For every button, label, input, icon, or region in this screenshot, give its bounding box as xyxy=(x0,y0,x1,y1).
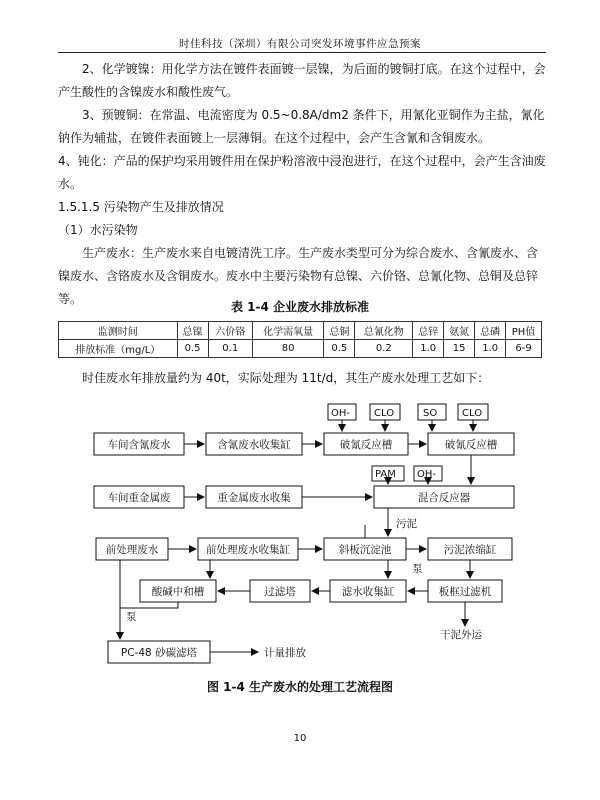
table-header-cell: PH值 xyxy=(506,322,542,340)
table-cell: 1.0 xyxy=(475,340,506,358)
box-label: 车间重金属废 xyxy=(107,492,171,504)
table-cell: 0.2 xyxy=(355,340,413,358)
reagent-label: PAM xyxy=(375,469,396,480)
box-label: 斜板沉淀池 xyxy=(338,544,392,556)
box-label: 板框过滤机 xyxy=(438,586,492,598)
table-header-cell: 监测时间 xyxy=(59,322,178,340)
table-cell: 1.0 xyxy=(413,340,444,358)
paragraph-volume: 时佳废水年排放量约为 40t，实际处理为 11t/d，其生产废水处理工艺如下： xyxy=(82,371,490,385)
box-label: 污泥浓缩缸 xyxy=(443,544,497,556)
table-cell: 0.1 xyxy=(208,340,252,358)
table-header-cell: 总氰化物 xyxy=(355,322,413,340)
flow-connector xyxy=(120,602,178,608)
table-cell: 0.5 xyxy=(177,340,208,358)
dry-mud-label: 干泥外运 xyxy=(440,629,482,641)
box-label: 含氰废水收集缸 xyxy=(217,439,291,451)
pump-label: 泵 xyxy=(412,563,423,575)
box-label: 破氰反应槽 xyxy=(339,439,393,451)
table-cell: 6-9 xyxy=(506,340,542,358)
box-label: 重金属废水收集 xyxy=(217,492,291,504)
page-number: 10 xyxy=(293,733,307,744)
box-label: 酸碱中和槽 xyxy=(151,586,205,598)
page-header: 时佳科技（深圳）有限公司突发环境事件应急预案 xyxy=(179,38,421,50)
table-header-cell: 总镍 xyxy=(177,322,208,340)
box-label: PC-48 砂碳滤塔 xyxy=(120,647,198,659)
reagent-label: OH- xyxy=(417,469,436,480)
figure-title: 图 1-4 生产废水的处理工艺流程图 xyxy=(206,680,394,694)
sludge-label: 污泥 xyxy=(396,518,417,530)
table-header-cell: 总锌 xyxy=(413,322,444,340)
paragraph-wastewater: 生产废水：生产废水来自电镀清洗工序。生产废水类型可分为综合废水、含氰废水、含镍废水、含铬废水及含铜废水。废水中主要污染物有总镍、六价铬、总氰化物、总铜及总锌等。 xyxy=(58,246,539,306)
box-label: 混合反应器 xyxy=(417,492,471,504)
paragraph-copper: 3、预镀铜：在常温、电流密度为 0.5~0.8A/dm2 条件下，用氰化亚铜作为主盐，氰化钠作为辅盐，在镀件表面镀上一层薄铜。在这个过程中，会产生含氰和含铜废水。 xyxy=(58,108,545,145)
box-label: 车间含氰废水 xyxy=(107,439,171,451)
box-label: 前处理废水 xyxy=(105,544,159,556)
table-header-cell: 总磷 xyxy=(475,322,506,340)
table-cell: 0.5 xyxy=(324,340,355,358)
box-label: 过滤塔 xyxy=(264,586,296,598)
section-heading: 1.5.1.5 污染物产生及排放情况 xyxy=(58,200,224,214)
reagent-label: CLO xyxy=(462,408,483,419)
discharge-label: 计量排放 xyxy=(264,647,306,659)
table-header-cell: 总铜 xyxy=(324,322,355,340)
table-header-cell: 氨氮 xyxy=(444,322,475,340)
table-header-cell: 化学需氧量 xyxy=(252,322,323,340)
table-title: 表 1-4 企业废水排放标准 xyxy=(230,300,370,314)
box-label: 前处理废水收集缸 xyxy=(206,544,290,556)
box-label: 滤水收集缸 xyxy=(341,586,395,598)
paragraph-nickel: 2、化学镀镍：用化学方法在镀件表面镀一层镍，为后面的镀铜打底。在这个过程中，会产生酸性的含镍废水和酸性废气。 xyxy=(58,62,546,99)
pump-label: 泵 xyxy=(126,611,137,623)
table-cell: 排放标准（mg/L） xyxy=(59,340,178,358)
box-label: 破氰反应槽 xyxy=(444,439,498,451)
reagent-label: CLO xyxy=(374,408,395,419)
reagent-label: SO xyxy=(423,408,438,419)
paragraph-passivation: 4、钝化：产品的保护均采用镀件用在保护粉溶液中浸泡进行，在这个过程中，会产生含油废水。 xyxy=(58,154,546,191)
subsection-heading: （1）水污染物 xyxy=(58,223,138,237)
reagent-label: OH- xyxy=(331,408,350,419)
table-header-cell: 六价铬 xyxy=(208,322,252,340)
table-cell: 80 xyxy=(252,340,323,358)
table-cell: 15 xyxy=(444,340,475,358)
